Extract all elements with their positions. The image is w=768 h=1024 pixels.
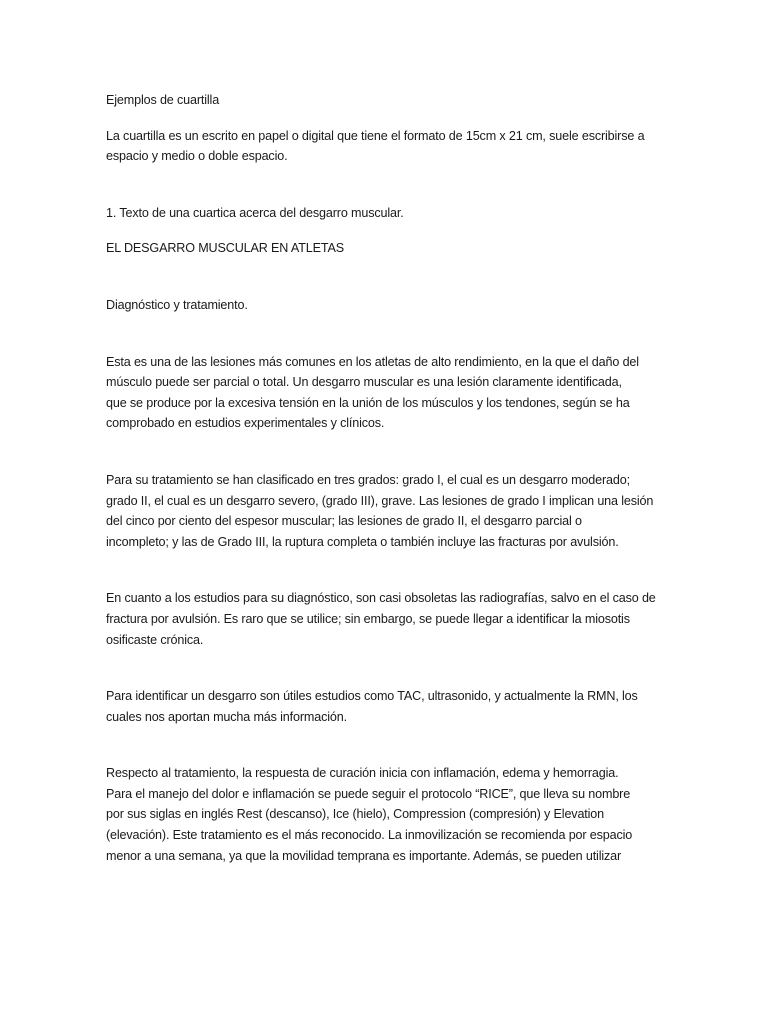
paragraph-line: Esta es una de las lesiones más comunes en los atletas de alto rendimiento, en la que el daño del	[106, 354, 639, 369]
paragraph-estudios	[106, 588, 666, 650]
paragraph-line: músculo puede ser parcial o total. Un desgarro muscular es una lesión claramente identificada,	[106, 375, 622, 390]
paragraph-lesiones	[106, 352, 666, 434]
document-body	[106, 90, 666, 866]
paragraph-line: En cuanto a los estudios para su diagnóstico, son casi obsoletas las radiografías, salvo en el caso de	[106, 591, 656, 606]
paragraph-tratamiento	[106, 763, 666, 866]
paragraph-line: Para identificar un desgarro son útiles estudios como TAC, ultrasonido, y actualmente la RMN, los	[106, 689, 638, 704]
article-title: EL DESGARRO MUSCULAR EN ATLETAS	[106, 241, 344, 256]
paragraph-line: fractura por avulsión. Es raro que se utilice; sin embargo, se puede llegar a identificar la miosotis	[106, 611, 630, 626]
document-heading: Ejemplos de cuartilla	[106, 93, 220, 107]
intro-line: La cuartilla es un escrito en papel o digital que tiene el formato de 15cm x 21 cm, suele escribirse a	[106, 128, 645, 143]
article-subtitle: Diagnóstico y tratamiento.	[106, 297, 248, 312]
paragraph-line: comprobado en estudios experimentales y clínicos.	[106, 416, 385, 431]
item-title: 1. Texto de una cuartica acerca del desgarro muscular.	[106, 205, 404, 220]
paragraph-line: por sus siglas en inglés Rest (descanso), Ice (hielo), Compression (compresión) y Elevation	[106, 807, 605, 822]
intro-line: espacio y medio o doble espacio.	[106, 149, 288, 164]
paragraph-grados	[106, 470, 666, 552]
paragraph-line: cuales nos aportan mucha más información.	[106, 709, 347, 724]
paragraph-line: que se produce por la excesiva tensión en la unión de los músculos y los tendones, según se ha	[106, 395, 630, 410]
paragraph-line: Para su tratamiento se han clasificado en tres grados: grado I, el cual es un desgarro moderado;	[106, 472, 630, 487]
paragraph-line: (elevación). Este tratamiento es el más reconocido. La inmovilización se recomienda por espacio	[106, 828, 633, 843]
paragraph-line: del cinco por ciento del espesor muscular; las lesiones de grado II, el desgarro parcial o	[106, 514, 582, 529]
paragraph-line: osificaste crónica.	[106, 632, 204, 647]
paragraph-line: Para el manejo del dolor e inflamación se puede seguir el protocolo “RICE”, que lleva su nombre	[106, 786, 631, 801]
paragraph-line: Respecto al tratamiento, la respuesta de curación inicia con inflamación, edema y hemorragia.	[106, 766, 619, 781]
paragraph-line: grado II, el cual es un desgarro severo, (grado III), grave. Las lesiones de grado I implican una lesión	[106, 493, 654, 508]
paragraph-line: incompleto; y las de Grado III, la ruptura completa o también incluye las fracturas por avulsión.	[106, 534, 619, 549]
intro-paragraph	[106, 126, 666, 167]
paragraph-line: menor a una semana, ya que la movilidad temprana es importante. Además, se pueden utilizar	[106, 848, 622, 863]
paragraph-identificar	[106, 686, 666, 727]
